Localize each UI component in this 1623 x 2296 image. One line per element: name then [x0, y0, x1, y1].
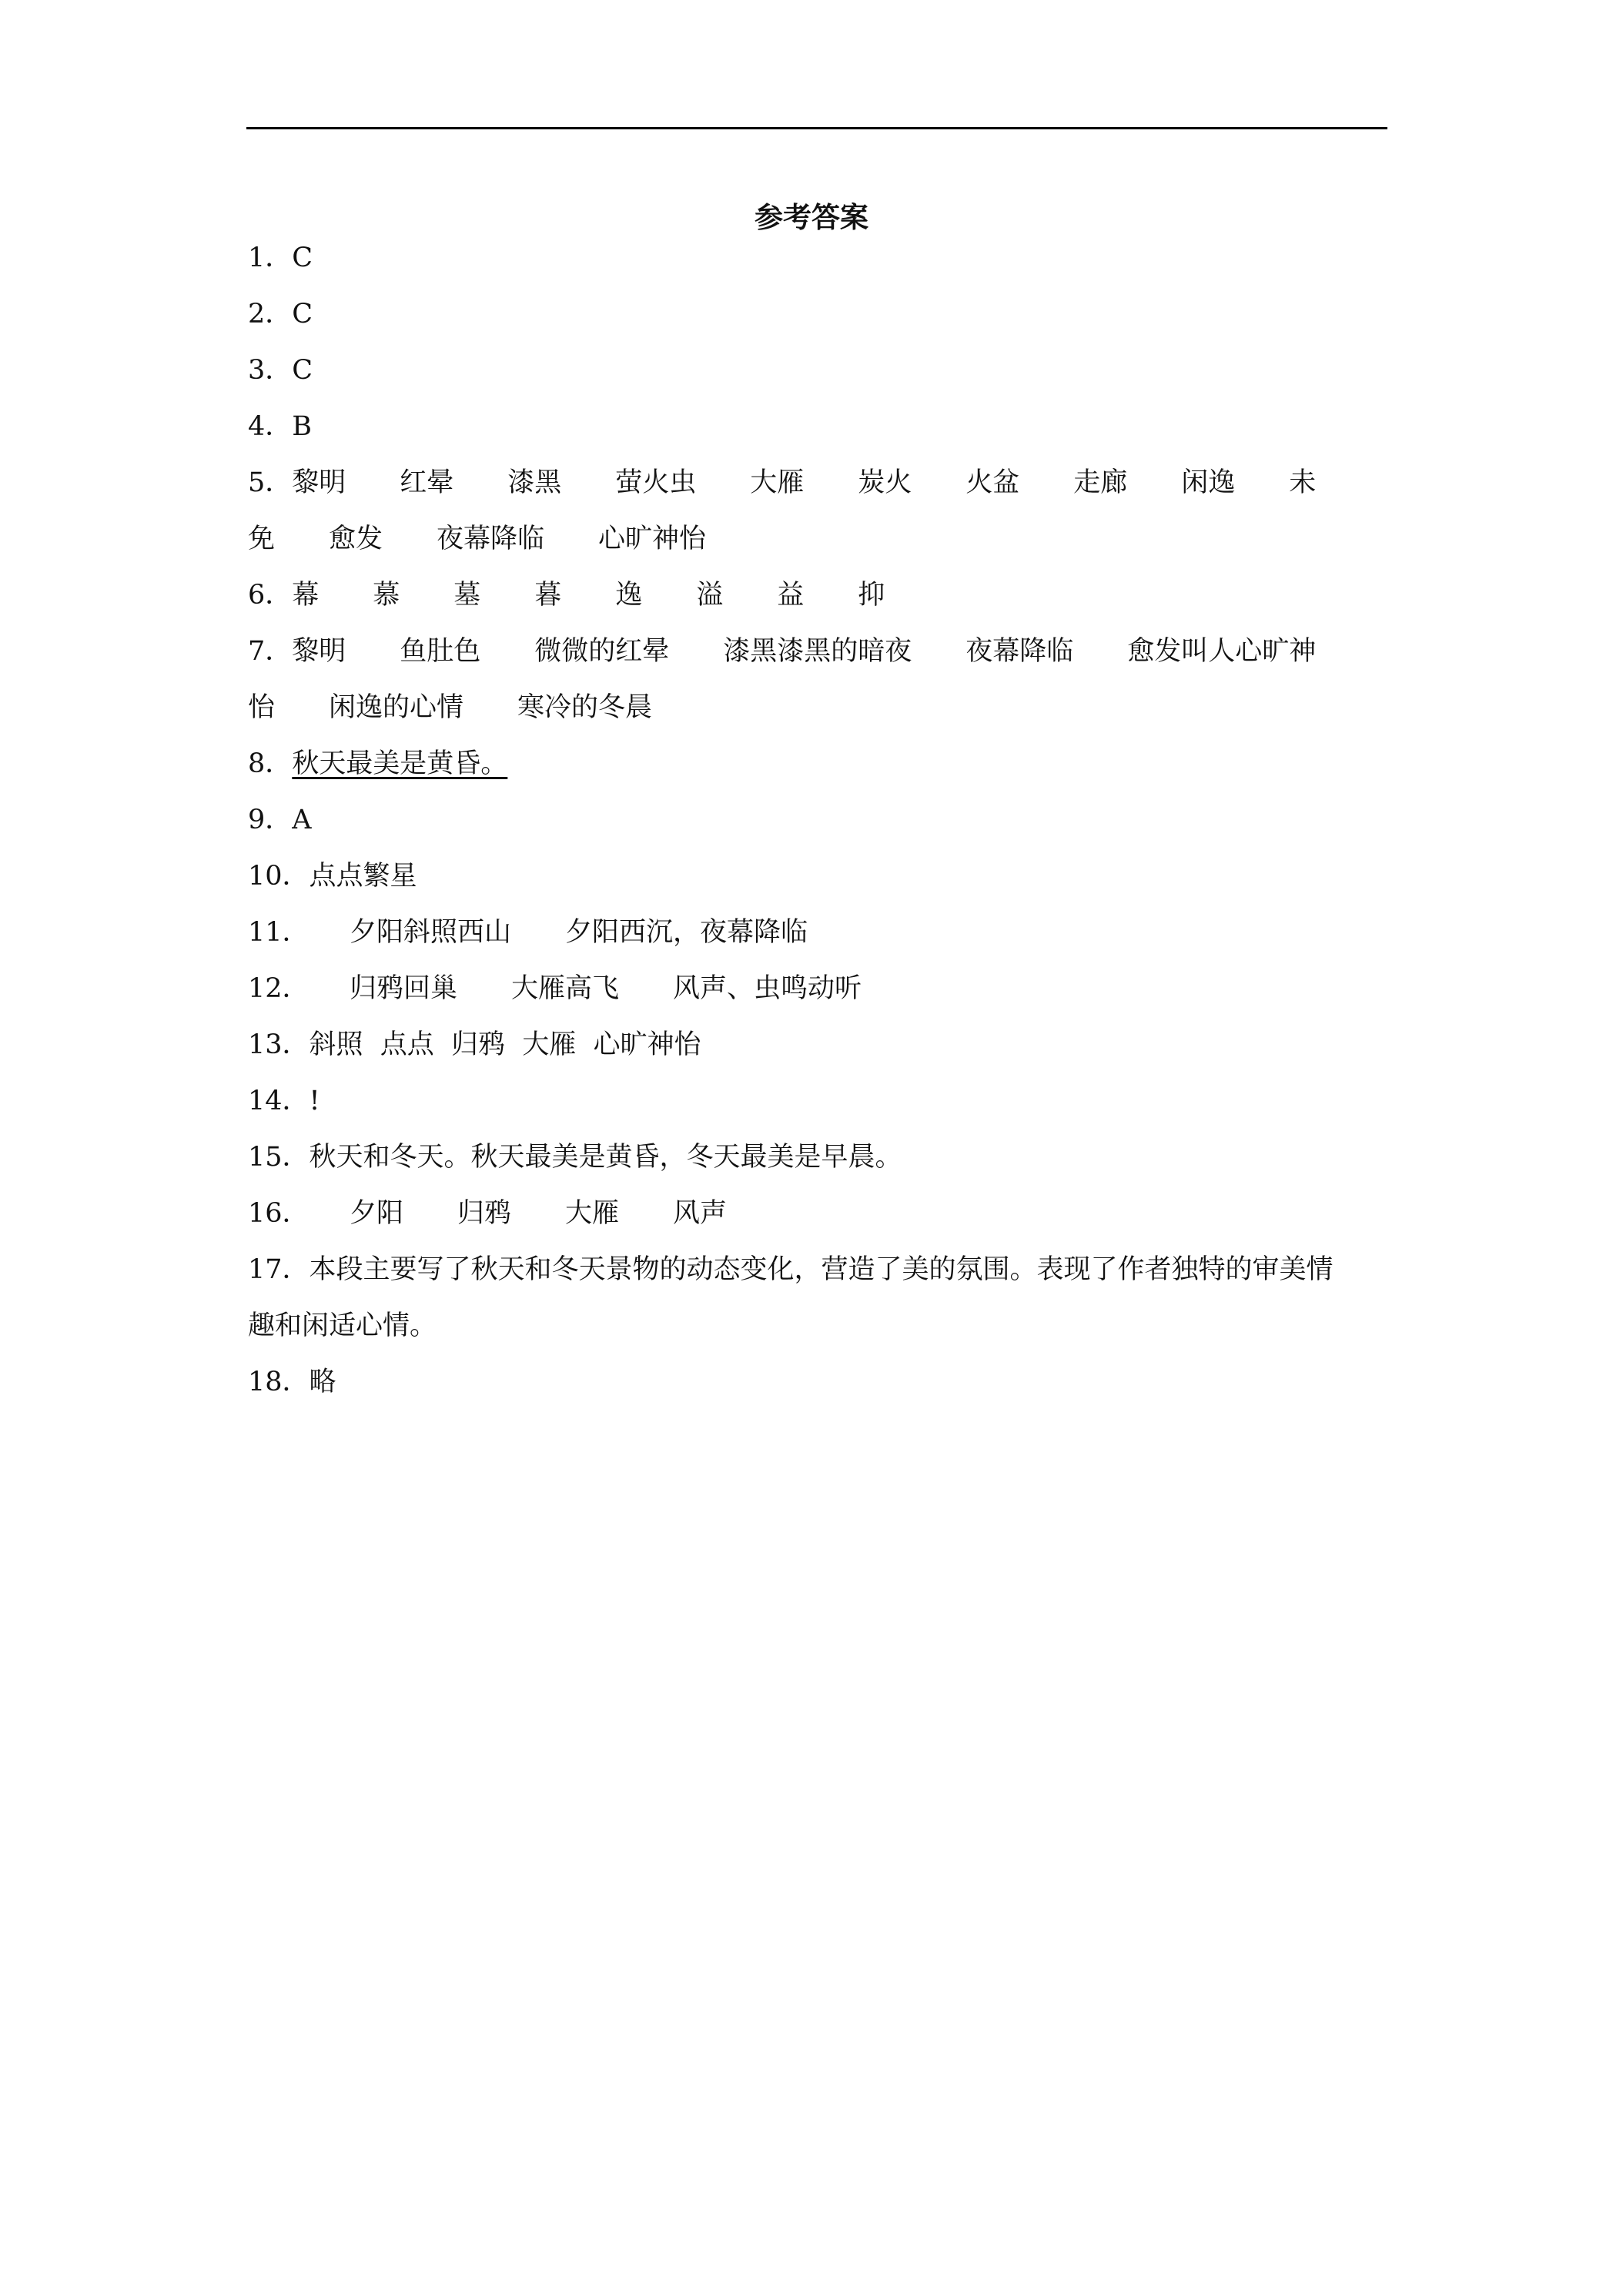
answer-line-9: 9．A	[248, 805, 312, 835]
answer-line-5: 5．黎明 红晕 漆黑 萤火虫 大雁 炭火 火盆 走廊 闲逸 未	[248, 467, 1317, 498]
answer-line-11: 11． 夕阳斜照西山 夕阳西沉，夜幕降临	[248, 917, 808, 948]
answer-line-7: 7．黎明 鱼肚色 微微的红晕 漆黑漆黑的暗夜 夜幕降临 愈发叫人心旷神	[248, 636, 1317, 667]
answer-line-12: 12． 归鸦回巢 大雁高飞 风声、虫鸣动听	[248, 973, 862, 1004]
answer-line-2: 2．C	[248, 299, 313, 330]
answer-line-14: 14．!	[248, 1086, 320, 1116]
answer-line-8	[248, 736, 1389, 792]
answer-line-4: 4．B	[248, 411, 312, 442]
answer-list	[248, 230, 1389, 1411]
answer-line-1: 1．C	[248, 243, 313, 273]
answer-8-underlined-text: 秋天最美是黄昏。	[292, 748, 508, 779]
answer-line-3: 3．C	[248, 355, 313, 386]
answer-line-17: 17．本段主要写了秋天和冬天景物的动态变化，营造了美的氛围。表现了作者独特的审美情	[248, 1254, 1334, 1285]
answer-line-15: 15．秋天和冬天。秋天最美是黄昏，冬天最美是早晨。	[248, 1142, 902, 1173]
answer-line-7-cont: 怡 闲逸的心情 寒冷的冬晨	[248, 692, 653, 723]
answer-line-13: 13．斜照 点点 归鸦 大雁 心旷神怡	[248, 1029, 701, 1060]
answer-line-10: 10．点点繁星	[248, 861, 417, 892]
answer-line-18: 18．略	[248, 1367, 336, 1397]
page-title: 参考答案	[755, 200, 868, 234]
answer-line-5-cont: 免 愈发 夜幕降临 心旷神怡	[248, 524, 707, 554]
answer-line-6: 6．幕 慕 墓 暮 逸 溢 益 抑	[248, 580, 885, 611]
answer-8-number: 8．	[248, 748, 293, 779]
answer-line-17-cont: 趣和闲适心情。	[248, 1310, 437, 1341]
header-rule	[246, 127, 1387, 129]
answer-line-16: 16． 夕阳 归鸦 大雁 风声	[248, 1198, 728, 1229]
